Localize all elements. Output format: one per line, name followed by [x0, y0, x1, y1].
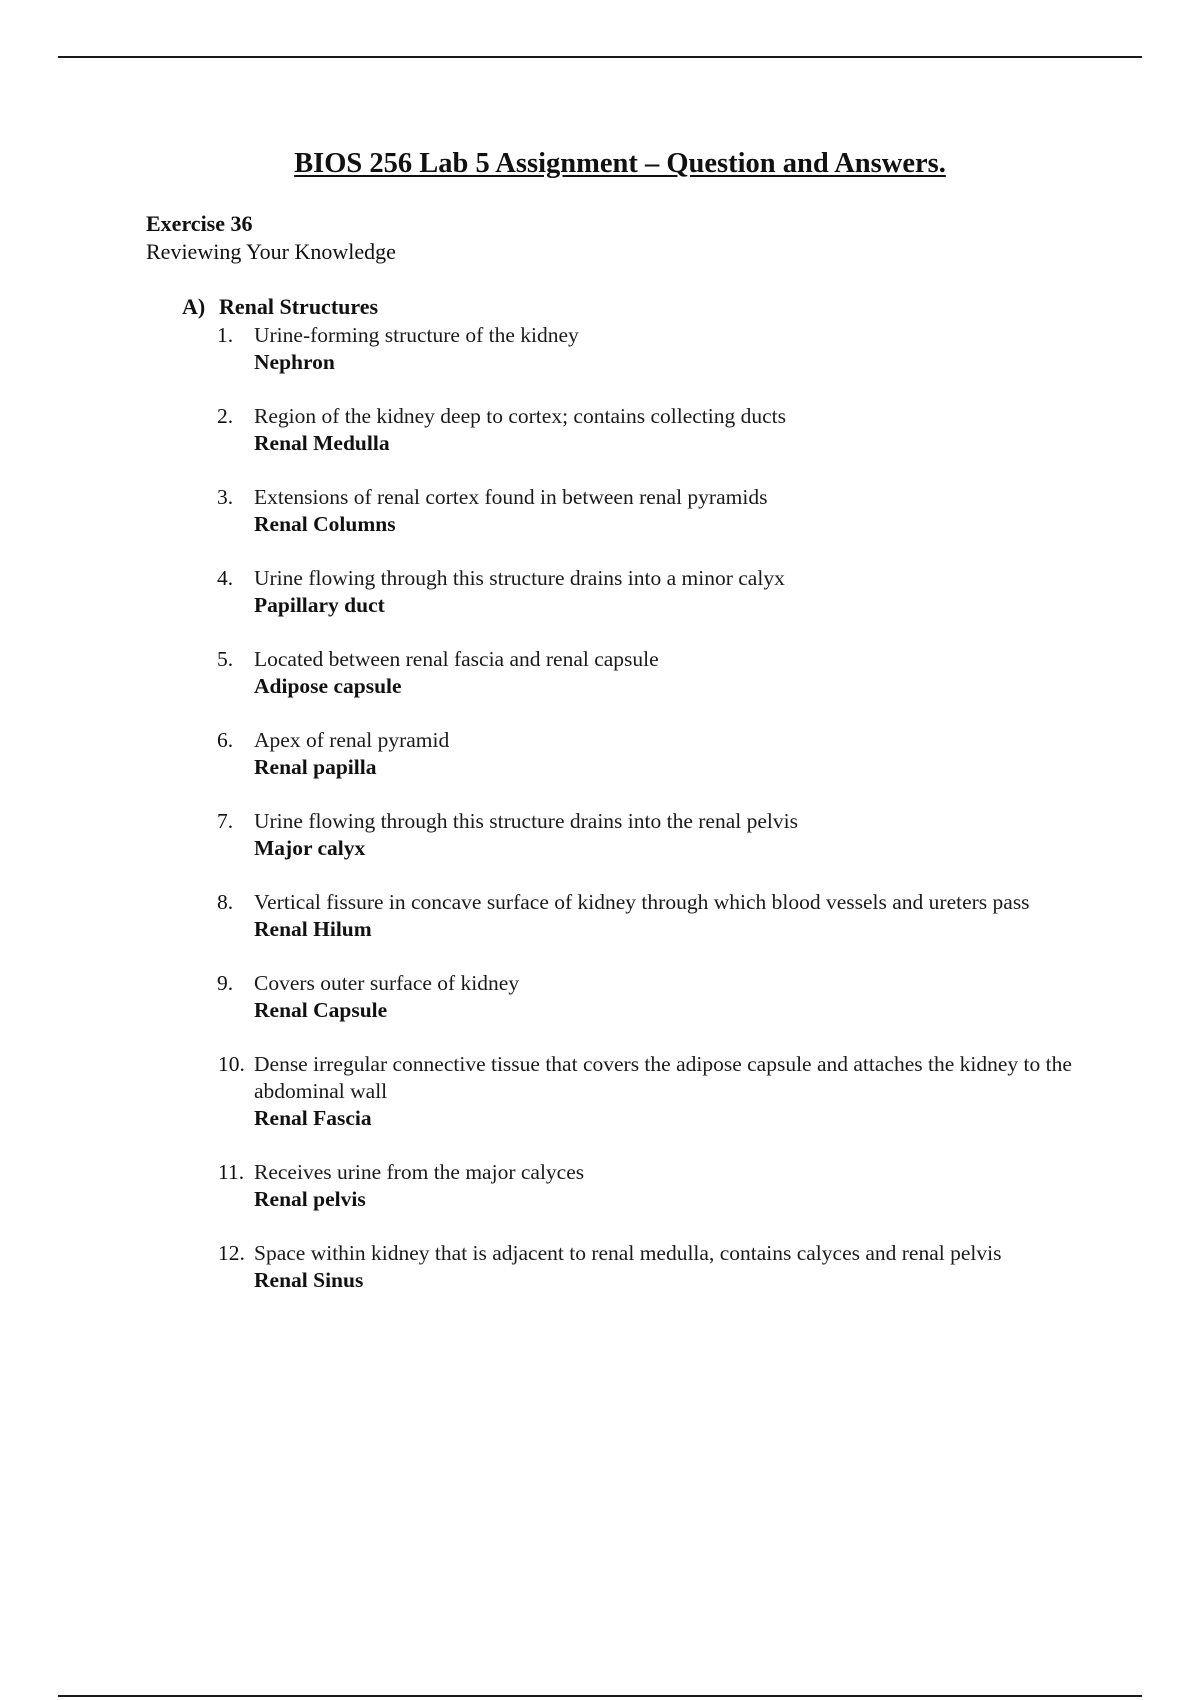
question-item: [200, 1240, 1100, 1294]
item-question: Receives urine from the major calyces: [254, 1160, 585, 1184]
item-number: 2.: [217, 404, 234, 428]
item-answer: Renal Columns: [254, 512, 396, 536]
question-list: [200, 322, 1100, 1321]
question-item: [200, 322, 1100, 376]
item-answer: Major calyx: [254, 836, 366, 860]
question-item: [200, 1051, 1100, 1132]
item-number: 12.: [218, 1241, 245, 1265]
section-title: Renal Structures: [219, 294, 379, 319]
question-item: [200, 646, 1100, 700]
question-item: [200, 889, 1100, 943]
item-answer: Renal Fascia: [254, 1106, 372, 1130]
item-question: Dense irregular connective tissue that covers the adipose capsule and attaches the kidney to the abdominal wall: [254, 1052, 1072, 1103]
item-number: 10.: [218, 1052, 245, 1076]
item-question: Apex of renal pyramid: [254, 728, 450, 752]
item-answer: Nephron: [254, 350, 335, 374]
question-item: [200, 727, 1100, 781]
question-item: [200, 970, 1100, 1024]
item-answer: Renal Hilum: [254, 917, 372, 941]
question-item: [200, 565, 1100, 619]
item-answer: Papillary duct: [254, 593, 385, 617]
item-question: Urine-forming structure of the kidney: [254, 323, 579, 347]
item-answer: Renal Capsule: [254, 998, 388, 1022]
item-number: 5.: [217, 647, 234, 671]
top-rule: [58, 56, 1142, 58]
item-number: 1.: [217, 323, 234, 347]
question-item: [200, 808, 1100, 862]
exercise-title: Exercise 36: [146, 211, 253, 236]
exercise-subtitle: Reviewing Your Knowledge: [146, 239, 396, 264]
exercise-header: [146, 210, 396, 266]
item-question: Vertical fissure in concave surface of kidney through which blood vessels and ureters pass: [254, 890, 1030, 914]
item-answer: Renal pelvis: [254, 1187, 366, 1211]
bottom-rule: [58, 1695, 1142, 1697]
item-answer: Renal Medulla: [254, 431, 390, 455]
item-number: 9.: [217, 971, 234, 995]
item-number: 3.: [217, 485, 234, 509]
item-question: Space within kidney that is adjacent to renal medulla, contains calyces and renal pelvis: [254, 1241, 1002, 1265]
item-question: Extensions of renal cortex found in between renal pyramids: [254, 485, 768, 509]
question-item: [200, 484, 1100, 538]
item-question: Urine flowing through this structure drains into a minor calyx: [254, 566, 785, 590]
item-answer: Renal Sinus: [254, 1268, 364, 1292]
item-number: 8.: [217, 890, 234, 914]
item-number: 6.: [217, 728, 234, 752]
item-question: Covers outer surface of kidney: [254, 971, 520, 995]
item-number: 11.: [218, 1160, 245, 1184]
item-answer: Adipose capsule: [254, 674, 402, 698]
item-question: Located between renal fascia and renal capsule: [254, 647, 659, 671]
section-letter: A): [182, 294, 206, 319]
document-title: BIOS 256 Lab 5 Assignment – Question and Answers.: [294, 148, 946, 179]
item-number: 7.: [217, 809, 234, 833]
item-number: 4.: [217, 566, 234, 590]
question-item: [200, 403, 1100, 457]
item-answer: Renal papilla: [254, 755, 377, 779]
item-question: Urine flowing through this structure drains into the renal pelvis: [254, 809, 798, 833]
item-question: Region of the kidney deep to cortex; contains collecting ducts: [254, 404, 786, 428]
section-heading: [182, 293, 378, 321]
question-item: [200, 1159, 1100, 1213]
